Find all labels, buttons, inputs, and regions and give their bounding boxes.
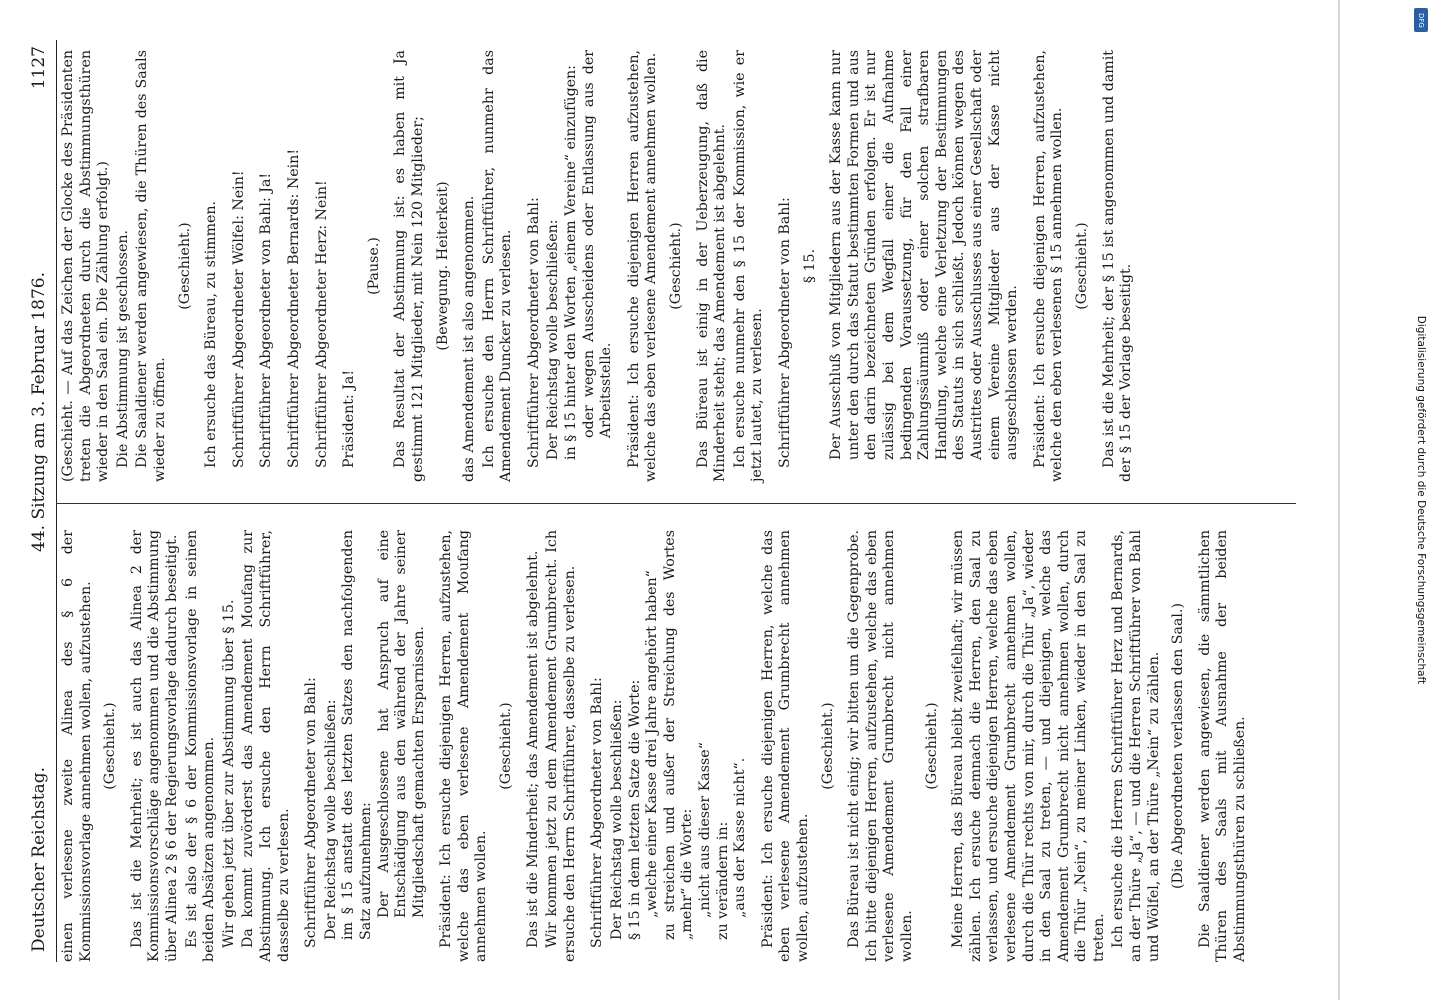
- speaker-paragraph: Präsident: Ich ersuche diejenigen Herren aufzustehen, welche das eben verlesene Amendement annehmen wollen.: [625, 50, 660, 482]
- speaker-paragraph: Präsident: Ja!: [341, 369, 358, 468]
- speaker-paragraph: Schriftführer Abgeordneter Wölfel: Nein!: [230, 170, 247, 468]
- paragraph: Wir gehen jetzt über zur Abstimmung über § 15.: [220, 599, 237, 948]
- paragraph: Es ist also der § 6 der Kommissionsvorlage in seinen beiden Absätzen angenommen.: [183, 530, 218, 962]
- speaker-paragraph: Schriftführer Abgeordneter von Bahl:: [777, 197, 793, 468]
- paragraph: Das ist die Mehrheit; der § 15 ist angenommen und damit der § 15 der Vorlage beseitigt.: [1100, 50, 1135, 482]
- quoted-motion: in § 15 hinter den Worten „einem Vereine“ einzufügen:: [563, 65, 580, 460]
- quoted-motion-text: „aus der Kasse nicht“.: [732, 757, 749, 918]
- paragraph: Ich ersuche die Herren Schriftführer Herz und Bernards, an der Thüre „Ja“, — und die Herren Schriftführer von Bahl und Wölfel, an der Thüre „Nein“ zu zählen.: [1110, 530, 1162, 962]
- right-column: [60, 50, 1138, 482]
- scan-page-edge: [1338, 0, 1340, 1000]
- digitization-credit: Digitalisierung gefördert durch die Deutsche Forschungsgemeinschaft: [1415, 315, 1427, 685]
- stage-direction: (Geschieht.): [176, 222, 193, 310]
- paragraph: Die Saaldiener werden angewiesen, die sämmtlichen Thüren des Saals mit Ausnahme der beiden Abstimmungsthüren zu schließen.: [1196, 530, 1249, 962]
- paragraph: Das ist die Minderheit; das Amendement ist abgelehnt.: [524, 550, 541, 948]
- paragraph: Das Resultat der Abstimmung ist: es haben mit Ja gestimmt 121 Mitglieder, mit Nein 120 Mitglieder;: [392, 50, 426, 482]
- quoted-motion: Der Reichstag wolle beschließen:: [609, 699, 626, 940]
- paragraph: Die Abstimmung ist geschlossen.: [114, 230, 131, 468]
- quoted-motion: Der Reichstag wolle beschließen:: [545, 219, 562, 460]
- stage-direction: (Bewegung. Heiterkeit): [434, 181, 451, 351]
- speaker-paragraph: Schriftführer Abgeordneter von Bahl:: [303, 677, 320, 948]
- paragraph: Ich ersuche das Büreau, zu stimmen.: [203, 200, 220, 468]
- page-header: [22, 40, 57, 962]
- stage-direction: (Geschieht.): [498, 702, 515, 790]
- stage-direction: (Geschieht.): [819, 702, 836, 790]
- paragraph: Das Büreau ist nicht einig; wir bitten um die Gegenprobe. Ich bitte diejenigen Herren, aufzustehen, welche das eben verlesene Amendement Grumbrecht nicht annehmen wollen.: [846, 530, 915, 962]
- header-session: 44. Sitzung am 3. Februar 1876.: [29, 272, 49, 552]
- quoted-motion-text: „nicht aus dieser Kasse“: [697, 742, 713, 918]
- paragraph: (Geschieht. — Auf das Zeichen der Glocke des Präsidenten treten die Abgeordneten durch die Abstimmungsthüren wieder in den Saal ein. Die Zählung erfolgt.): [60, 50, 112, 482]
- speaker-paragraph: Präsident: Ich ersuche diejenigen Herren, aufzustehen, welche den eben verlesenen § 15 annehmen wollen.: [1031, 50, 1066, 482]
- text-columns: [60, 40, 1340, 962]
- paragraph: Das Büreau ist einig in der Ueberzeugung, daß die Minderheit steht; das Amendement ist abgelehnt.: [694, 50, 729, 482]
- quoted-motion-text: „welche einer Kasse drei Jahre angehört haben“: [644, 570, 661, 918]
- stage-direction: (Geschieht.): [668, 222, 685, 310]
- paragraph: Das ist die Mehrheit; es ist auch das Alinea 2 der Kommissionsvorschläge angenommen und die Abstimmung über Alinea 2 § 6 der Regierungsvorlage dadurch beseitigt.: [128, 530, 180, 962]
- left-column: [60, 530, 1252, 962]
- stage-direction: (Geschieht.): [102, 702, 119, 790]
- paragraph: Die Saaldiener werden angewiesen, die Thüren des Saals wieder zu öffnen.: [134, 50, 168, 482]
- paragraph: einen verlesene zweite Alinea des § 6 der Kommissionsvorlage annehmen wollen, aufzustehen.: [60, 530, 94, 962]
- stage-direction: (Die Abgeordneten verlassen den Saal.): [1170, 603, 1187, 889]
- paragraph: das Amendement ist also angenommen.: [461, 195, 478, 482]
- quoted-motion: § 15 in dem letzten Satze die Worte:: [626, 679, 643, 940]
- speaker-paragraph: Schriftführer Abgeordneter Herz: Nein!: [313, 180, 330, 468]
- speaker-paragraph: Schriftführer Abgeordneter von Bahl: Ja!: [258, 172, 275, 468]
- quoted-motion: Der Ausschluß von Mitgliedern aus der Kasse kann nur unter den durch das Statut bestimmten Formen und aus den darin bezeichneten Gründen erfolgen. Er ist nur zulässig bei dem Wegfall einer die Aufnahme bedingenden Voraussetzung, für den Fall einer Zahlungssäumniß oder einer solchen strafbaren Handlung, welche eine Verletzung der Bestimmungen des Statuts in sich schließt. Jedoch können wegen des Austrittes oder Ausschlusses aus einer Gesellschaft oder einem Vereine Mitglieder aus der Kasse nicht ausgeschlossen werden.: [828, 50, 1021, 460]
- stage-direction: § 15.: [801, 248, 818, 284]
- paragraph: Wir kommen jetzt zu dem Amendement Grumbrecht. Ich ersuche den Herrn Schriftführer, dasselbe zu verlesen.: [544, 530, 578, 962]
- quoted-motion: im § 15 anstatt des letzten Satzes den nachfolgenden Satz aufzunehmen:: [340, 530, 374, 940]
- stage-direction: (Geschieht.): [923, 702, 940, 790]
- paragraph: Da kommt zuvörderst das Amendement Moufang zur Abstimmung. Ich ersuche den Herrn Schriftführer, dasselbe zu verlesen.: [240, 530, 292, 962]
- paragraph: Ich ersuche nunmehr den § 15 der Kommission, wie er jetzt lautet, zu verlesen.: [731, 50, 766, 482]
- speaker-paragraph: Präsident: Ich ersuche diejenigen Herren, aufzustehen, welche das eben verlesene Amendement Moufang annehmen wollen.: [438, 530, 490, 962]
- speaker-paragraph: Schriftführer Abgeordneter Bernards: Nein!: [285, 148, 302, 468]
- column-divider: [56, 503, 1296, 504]
- dfg-logo: [1414, 8, 1428, 32]
- quoted-motion: zu streichen und außer der Streichung des Wortes „mehr“ die Worte:: [661, 530, 696, 940]
- header-publication: Deutscher Reichstag.: [29, 767, 49, 952]
- stage-direction: (Pause.): [365, 237, 382, 295]
- page-number: 1127: [29, 46, 49, 90]
- dfg-logo-text: DFG: [1417, 13, 1425, 28]
- speaker-paragraph: Schriftführer Abgeordneter von Bahl:: [589, 677, 606, 948]
- quoted-motion: Der Reichstag wolle beschließen:: [322, 699, 339, 940]
- quoted-motion: zu verändern in:: [714, 821, 731, 940]
- stage-direction: (Geschieht.): [1073, 222, 1090, 310]
- speaker-paragraph: Präsident: Ich ersuche diejenigen Herren, welche das eben verlesene Amendement Grumbrecht annehmen wollen, aufzustehen.: [759, 530, 811, 962]
- quoted-motion-text: oder wegen Ausscheidens oder Entlassung aus der Arbeitsstelle.: [580, 50, 615, 438]
- paragraph: Meine Herren, das Büreau bleibt zweifelhaft; wir müssen zählen. Ich ersuche demnach die Herren, den Saal zu verlassen, und ersuche diejenigen Herren, welche das eben verlesene Amendement Grumbrecht annehmen wollen, durch die Thür rechts von mir, durch die Thür „Ja“, wieder in den Saal zu treten, — und diejenigen, welche das Amendement Grumbrecht nicht annehmen wollen, durch die Thür „Nein“, zu meiner Linken, wieder in den Saal zu treten.: [950, 530, 1107, 962]
- quoted-motion-text: Der Ausgeschlossene hat Anspruch auf eine Entschädigung aus den während der Jahre seiner Mitgliedschaft gemachten Ersparnissen.: [375, 530, 427, 918]
- paragraph: Ich ersuche den Herrn Schriftführer, nunmehr das Amendement Duncker zu verlesen.: [480, 50, 515, 482]
- speaker-paragraph: Schriftführer Abgeordneter von Bahl:: [525, 197, 542, 468]
